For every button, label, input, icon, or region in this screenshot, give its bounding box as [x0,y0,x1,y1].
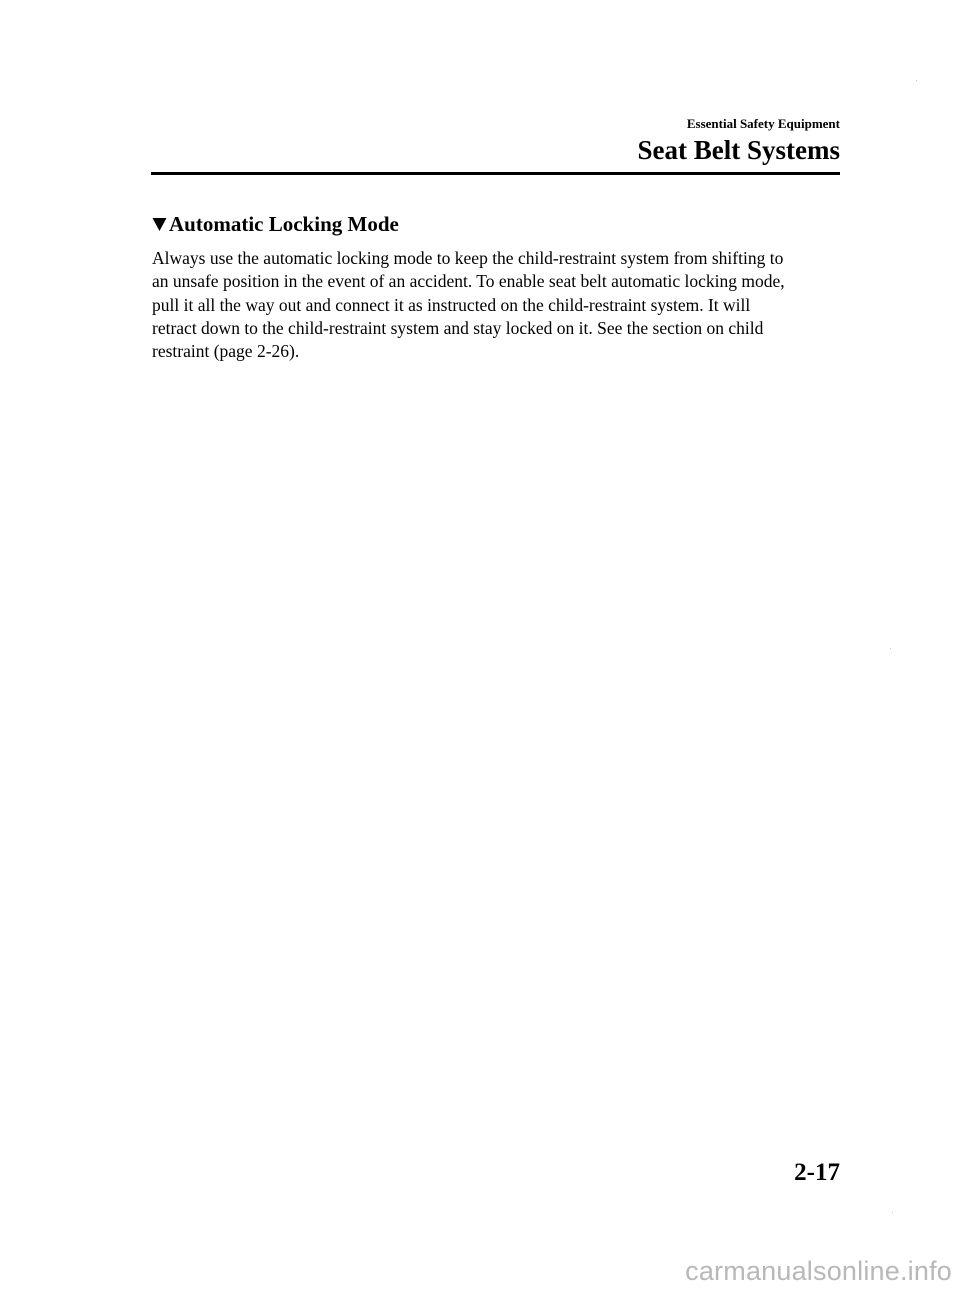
body-line: pull it all the way out and connect it as instructed on the child-restraint system. It will [152,294,751,315]
body-line: an unsafe position in the event of an accident. To enable seat belt automatic locking mode, [152,271,785,292]
body-line: restraint (page 2-26). [152,341,300,362]
header-divider [151,172,840,175]
section-heading-text: Automatic Locking Mode [169,212,399,236]
scan-speck [916,80,917,81]
section-heading [152,210,399,239]
body-line: Always use the automatic locking mode to keep the child-restraint system from shifting to [152,248,784,268]
scan-speck [890,648,891,649]
triangle-down-icon [152,211,167,239]
running-header-chapter: Seat Belt Systems [637,135,840,165]
scan-speck [892,1212,893,1213]
body-line: retract down to the child-restraint system and stay locked on it. See the section on child [152,317,764,338]
running-header-section: Essential Safety Equipment [686,116,840,131]
watermark-text: carmanualsonline.info [685,1256,952,1286]
page-number: 2-17 [794,1159,840,1186]
section-body [152,247,852,363]
